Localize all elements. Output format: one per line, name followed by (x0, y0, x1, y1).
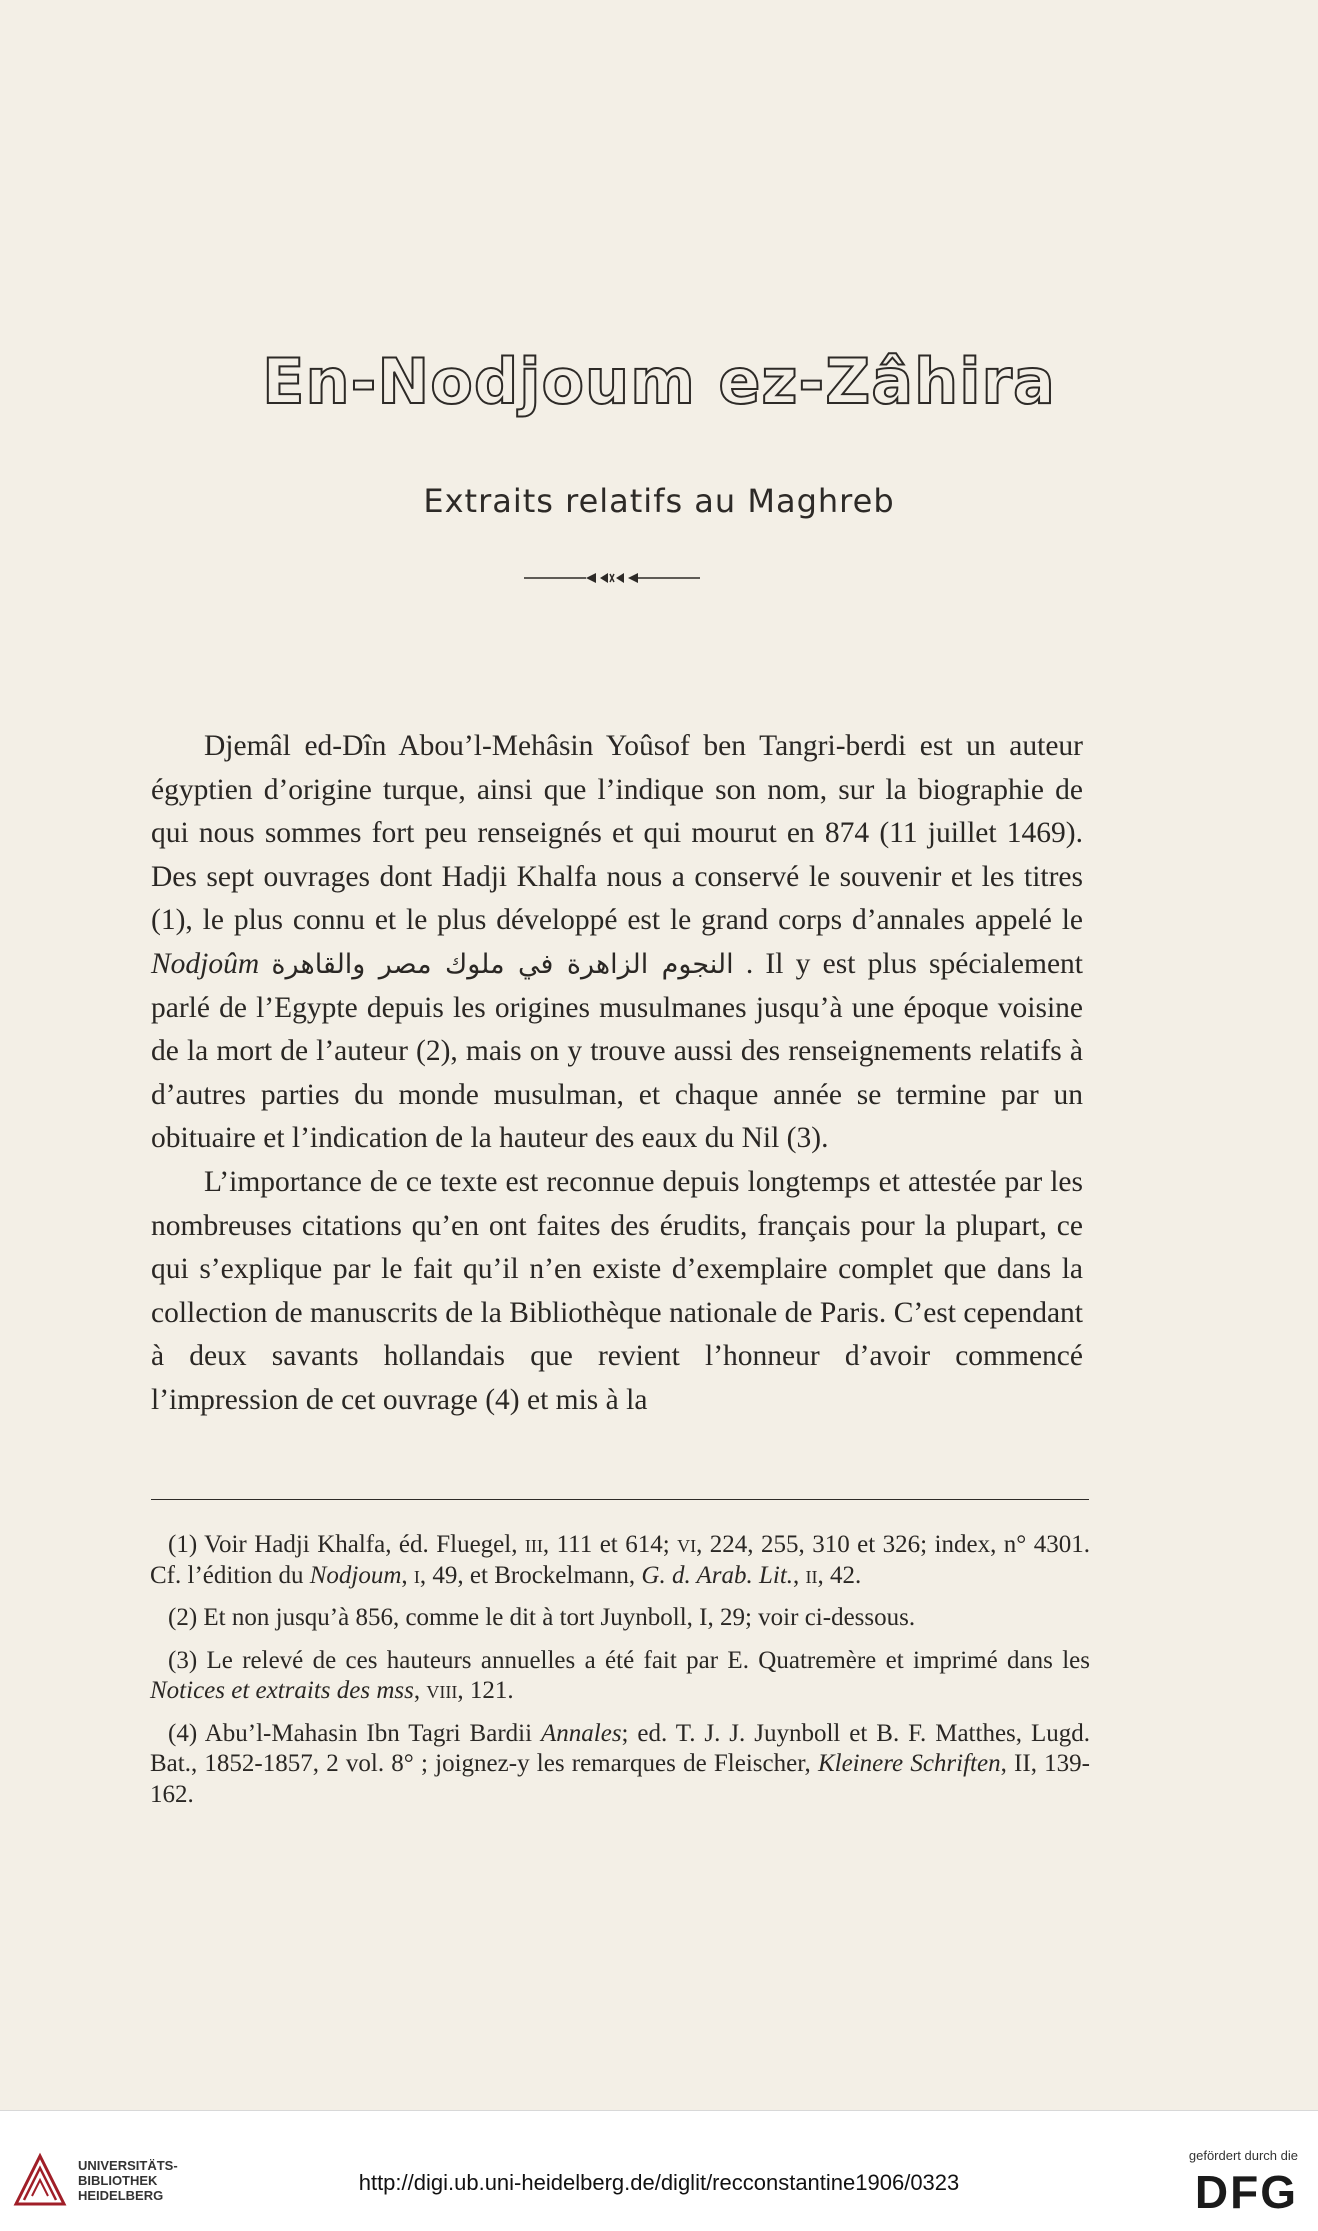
page-subtitle: Extraits relatifs au Maghreb (423, 482, 895, 520)
ornament-divider (524, 570, 700, 586)
arabic-title: النجوم الزاهرة في ملوك مصر والقاهرة (271, 948, 734, 980)
paragraph-2: L’importance de ce texte est reconnue depuis longtemps et attestée par les nombreuses citations qu’en ont faites des érudits, français pour la plupart, ce qui s’explique par le fait qu’il n’en existe d’exemplaire complet que dans la collection de manuscrits de la Bibliothèque nationale de Paris. C’est cependant à deux savants hollandais que revient l’honneur d’avoir commencé l’impression de cet ouvrage (4) et mis à la (151, 1165, 1083, 1416)
footnote-3: (3) Le relevé de ces hauteurs annuelles a été fait par E. Quatremère et imprimé dans les Notices et extraits des mss, viii, 121. (150, 1646, 1090, 1704)
footnotes (150, 1530, 1090, 1822)
footnote-1: (1) Voir Hadji Khalfa, éd. Fluegel, iii, 111 et 614; vi, 224, 255, 310 et 326; index, n° 4301. Cf. l’édition du Nodjoum, i, 49, et Brockelmann, G. d. Arab. Lit., ii, 42. (150, 1531, 1091, 1589)
dfg-logo: DFG (1194, 2166, 1298, 2218)
footnote-rule (151, 1499, 1089, 1500)
main-text (151, 725, 1083, 1423)
page-title: En-Nodjoum ez-Zâhira (262, 345, 1056, 418)
footnote-2: (2) Et non jusqu’à 856, comme le dit à tort Juynboll, I, 29; voir ci-dessous. (168, 1604, 916, 1631)
paragraph-1: Djemâl ed-Dîn Abou’l-Mehâsin Yoûsof ben Tangri-berdi est un auteur égyptien d’origine turque, ainsi que l’indique son nom, sur la biographie de qui nous sommes fort peu renseignés et qui mourut en 874 (11 juillet 1469). Des sept ouvrages dont Hadji Khalfa nous a conservé le souvenir et les titres (1), le plus connu et le plus développé est le grand corps d’annales appelé le Nodjoûm النجوم الزاهرة في ملوك مصر والقاهرة . Il y est plus spécialement parlé de l’Egypte depuis les origines musulmanes jusqu’à une époque voisine de la mort de l’auteur (2), mais on y trouve aussi des renseignements relatifs à d’autres parties du monde musulman, et chaque année se termine par un obituaire et l’indication de la hauteur des eaux du Nil (3). (151, 730, 1083, 1155)
footnote-4: (4) Abu’l-Mahasin Ibn Tagri Bardii Annales; ed. T. J. J. Juynboll et B. F. Matthes, Lugd. Bat., 1852-1857, 2 vol. 8° ; joignez-y les remarques de Fleischer, Kleinere Schriften, II, 139-162. (150, 1719, 1090, 1808)
funded-by-label: gefördert durch die (1188, 2148, 1298, 2163)
library-name: UNIVERSITÄTS- BIBLIOTHEK HEIDELBERG (78, 2158, 178, 2203)
source-url[interactable]: http://digi.ub.uni-heidelberg.de/diglit/recconstantine1906/0323 (358, 2170, 960, 2195)
